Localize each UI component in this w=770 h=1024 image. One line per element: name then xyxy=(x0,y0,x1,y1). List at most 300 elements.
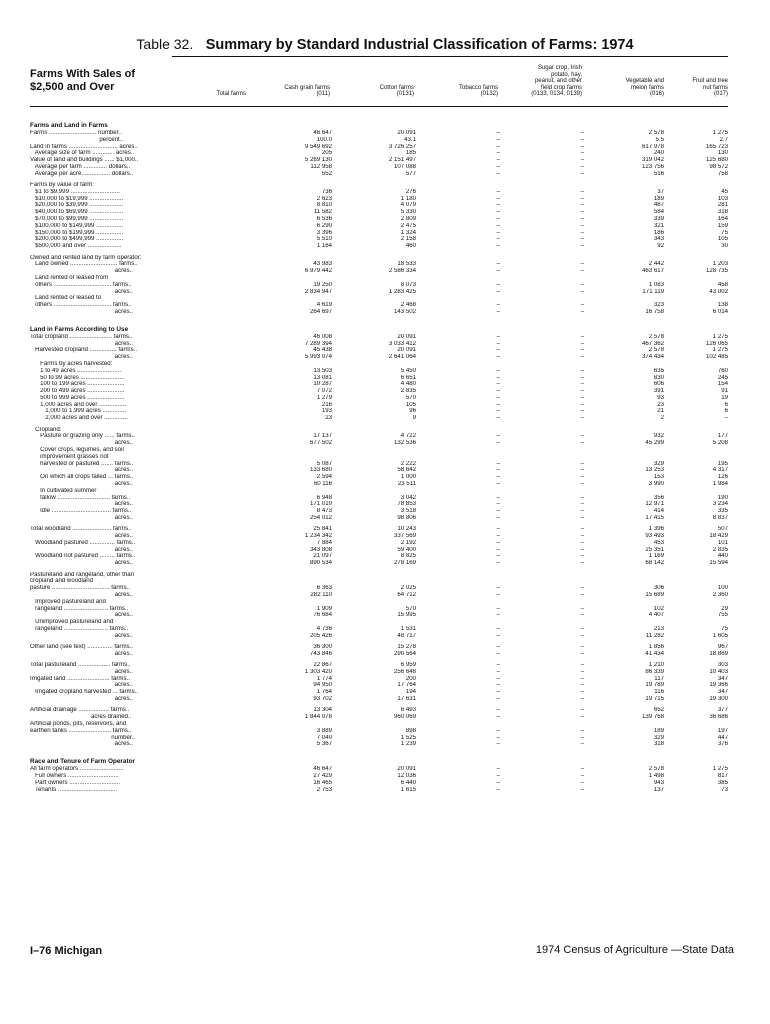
table-cell: 306 xyxy=(653,585,664,592)
table-cell xyxy=(664,619,728,626)
table-cell: 516 xyxy=(653,170,664,177)
table-cell xyxy=(332,599,416,606)
row-label: Land in farms ............................. acres.. xyxy=(30,143,138,150)
table-cell: 112 958 xyxy=(310,163,332,170)
table-cell: 2 xyxy=(660,415,664,422)
table-row xyxy=(30,275,728,282)
table-cell: – xyxy=(496,308,500,315)
row-label: 2,000 acres and over .............. xyxy=(30,415,128,422)
section-heading-row xyxy=(30,112,728,130)
table-cell: 11 582 xyxy=(313,209,332,216)
table-row xyxy=(30,381,728,388)
table-cell: 6 493 xyxy=(400,707,416,714)
row-label: pasture .................................. farms.. xyxy=(30,585,130,592)
table-row xyxy=(30,474,728,481)
table-cell: 2 360 xyxy=(712,591,728,598)
table-cell: 25 351 xyxy=(645,546,664,553)
table-row xyxy=(30,501,728,508)
row-label: Woodland pastured ............... farms.. xyxy=(30,539,136,546)
table-cell: 7 289 394 xyxy=(304,340,332,347)
table-cell: 205 426 xyxy=(309,632,332,639)
table-cell: – xyxy=(496,714,500,721)
table-cell: – xyxy=(496,374,500,381)
table-cell: – xyxy=(496,195,500,202)
table-cell: – xyxy=(580,707,584,714)
table-row xyxy=(30,230,728,237)
table-cell: 347 xyxy=(717,689,728,696)
table-row xyxy=(30,728,728,735)
table-cell: – xyxy=(580,553,584,560)
table-cell: – xyxy=(496,707,500,714)
table-cell xyxy=(584,454,664,461)
table-cell: – xyxy=(580,136,584,143)
table-cell xyxy=(584,361,664,368)
row-label: Full owners .............................. xyxy=(30,772,119,779)
row-label: acres.. xyxy=(30,467,133,474)
table-cell: 1 498 xyxy=(648,772,664,779)
table-cell: 2 578 xyxy=(648,766,664,773)
table-cell xyxy=(416,295,500,302)
table-cell: 3 889 xyxy=(316,727,332,734)
table-cell: 189 xyxy=(653,727,664,734)
table-cell xyxy=(332,572,416,579)
table-cell xyxy=(664,427,728,434)
table-cell: – xyxy=(580,143,584,150)
table-cell: 5 367 xyxy=(316,741,332,748)
table-cell: 8 837 xyxy=(712,514,728,521)
table-cell: – xyxy=(496,675,500,682)
table-cell: 256 648 xyxy=(393,668,416,675)
footer-page-label: I–76 Michigan xyxy=(30,945,103,957)
table-row xyxy=(30,676,728,683)
table-cell xyxy=(584,572,664,579)
row-label: Land rented or leased from xyxy=(30,274,109,281)
table-cell: – xyxy=(580,281,584,288)
header-bottom-rule xyxy=(30,106,728,107)
table-cell: 6 536 xyxy=(316,216,332,223)
row-label: Value of land and buildings ...... $1,000.. xyxy=(30,157,139,164)
table-cell: 2 835 xyxy=(712,546,728,553)
table-cell: – xyxy=(496,408,500,415)
table-cell: 13 081 xyxy=(313,374,332,381)
table-cell: 159 xyxy=(717,222,728,229)
table-cell: 154 xyxy=(717,381,728,388)
row-label: Farms by acres harvested: xyxy=(30,360,113,367)
table-cell: 6 959 xyxy=(400,662,416,669)
row-label: Pasture or grazing only ...... farms.. xyxy=(30,433,135,440)
row-label: rangeland .......................... farms.. xyxy=(30,625,129,632)
table-cell: – xyxy=(580,163,584,170)
table-cell: – xyxy=(580,625,584,632)
table-cell: – xyxy=(496,682,500,689)
table-cell: – xyxy=(496,460,500,467)
row-label: Part owners .............................. xyxy=(30,779,121,786)
table-cell: 23 xyxy=(657,401,664,408)
table-row xyxy=(30,696,728,703)
table-cell: 343 xyxy=(653,236,664,243)
table-cell: 105 xyxy=(717,236,728,243)
table-cell: 21 xyxy=(657,408,664,415)
table-cell: 60 116 xyxy=(313,480,332,487)
table-row xyxy=(30,662,728,669)
table-cell xyxy=(664,578,728,585)
table-cell xyxy=(500,454,584,461)
table-cell: 205 xyxy=(321,150,332,157)
table-cell: – xyxy=(580,668,584,675)
table-cell: – xyxy=(496,302,500,309)
table-row xyxy=(30,741,728,748)
table-cell: 374 434 xyxy=(641,354,664,361)
table-cell xyxy=(664,255,728,262)
row-label: $70,000 to $99,999 .................... xyxy=(30,216,124,223)
table-cell xyxy=(664,182,728,189)
table-cell xyxy=(416,447,500,454)
table-cell: – xyxy=(580,408,584,415)
table-row xyxy=(30,612,728,619)
table-cell xyxy=(664,488,728,495)
table-cell: 7 884 xyxy=(316,539,332,546)
table-cell: 7 072 xyxy=(316,388,332,395)
table-cell: 116 xyxy=(654,689,664,696)
table-cell: 4 079 xyxy=(400,202,416,209)
table-row xyxy=(30,669,728,676)
table-cell xyxy=(248,488,332,495)
table-cell: – xyxy=(496,367,500,374)
table-cell: 143 502 xyxy=(393,308,416,315)
table-cell: 2 025 xyxy=(400,585,416,592)
table-row xyxy=(30,402,728,409)
table-cell: – xyxy=(580,494,584,501)
table-cell: – xyxy=(580,741,584,748)
table-cell: 189 xyxy=(653,195,664,202)
table-cell xyxy=(500,361,584,368)
table-cell: 36 300 xyxy=(313,643,332,650)
row-label: acres.. xyxy=(30,501,133,508)
header-top-rule xyxy=(172,56,728,57)
row-label: acres.. xyxy=(30,340,133,347)
table-cell: 130 xyxy=(717,150,728,157)
table-cell: 1 844 078 xyxy=(304,714,332,721)
table-cell: 17 764 xyxy=(397,682,416,689)
table-cell: 377 xyxy=(717,707,728,714)
table-cell: – xyxy=(496,130,500,136)
table-cell xyxy=(248,361,332,368)
table-cell: 200 xyxy=(405,675,416,682)
section-heading: Land in Farms According to Use xyxy=(30,325,129,333)
table-cell: 43 002 xyxy=(709,288,728,295)
table-row xyxy=(30,189,728,196)
table-cell: 584 xyxy=(653,209,664,216)
table-cell: – xyxy=(496,501,500,508)
table-cell xyxy=(332,427,416,434)
table-cell: 755 xyxy=(717,612,728,619)
table-row xyxy=(30,354,728,361)
table-cell xyxy=(416,619,500,626)
table-cell xyxy=(584,721,664,728)
table-cell: – xyxy=(580,440,584,447)
table-cell: – xyxy=(580,480,584,487)
table-row xyxy=(30,268,728,275)
section-heading-row xyxy=(30,748,728,766)
table-cell: – xyxy=(496,526,500,533)
table-cell xyxy=(500,572,584,579)
table-cell: – xyxy=(496,170,500,177)
row-label: Harvested cropland ................ farms.. xyxy=(30,347,138,354)
table-cell: – xyxy=(580,460,584,467)
table-cell: 339 xyxy=(653,216,664,223)
table-cell: – xyxy=(580,539,584,546)
table-cell: – xyxy=(580,157,584,164)
table-cell xyxy=(664,447,728,454)
table-cell: 240 xyxy=(653,150,664,157)
table-cell: 1 605 xyxy=(712,632,728,639)
table-row xyxy=(30,787,728,794)
table-cell: – xyxy=(580,243,584,250)
table-cell xyxy=(332,454,416,461)
table-cell: 117 xyxy=(654,675,664,682)
table-cell xyxy=(500,427,584,434)
table-row xyxy=(30,157,728,164)
table-row xyxy=(30,488,728,495)
table-cell xyxy=(500,295,584,302)
table-cell: – xyxy=(496,347,500,354)
table-cell: 48 717 xyxy=(397,632,416,639)
table-cell xyxy=(500,182,584,189)
table-cell: 335 xyxy=(717,508,728,515)
table-cell: 463 617 xyxy=(641,268,664,275)
row-label: others .................................. farms.. xyxy=(30,302,132,309)
table-cell: 376 xyxy=(717,741,728,748)
table-cell: 347 xyxy=(717,675,728,682)
table-cell: 2 586 334 xyxy=(388,268,416,275)
table-cell: 967 xyxy=(717,643,728,650)
table-cell: – xyxy=(496,741,500,748)
table-cell: 303 xyxy=(717,662,728,669)
table-cell: 22 867 xyxy=(313,662,332,669)
table-cell: – xyxy=(496,727,500,734)
table-cell: 960 069 xyxy=(393,714,416,721)
table-cell: 15 278 xyxy=(397,643,416,650)
table-cell: 4 736 xyxy=(316,625,332,632)
table-cell: 43 983 xyxy=(313,261,332,268)
row-label: $40,000 to $69,999 .................... xyxy=(30,209,124,216)
table-cell: 93 493 xyxy=(645,533,664,540)
table-cell: 4 480 xyxy=(400,381,416,388)
table-cell: – xyxy=(496,591,500,598)
table-cell xyxy=(248,619,332,626)
table-cell: 138 xyxy=(717,302,728,309)
table-cell: – xyxy=(580,268,584,275)
table-cell: 13 253 xyxy=(645,467,664,474)
table-cell: 9 549 692 xyxy=(304,143,332,150)
table-cell: 46 647 xyxy=(313,130,332,136)
table-cell: 1 239 xyxy=(400,741,416,748)
table-cell xyxy=(584,182,664,189)
table-cell xyxy=(332,578,416,585)
table-cell: 254 012 xyxy=(309,514,332,521)
table-cell: 8 073 xyxy=(400,281,416,288)
table-cell: 171 010 xyxy=(309,501,332,508)
table-cell: 17 137 xyxy=(313,433,332,440)
row-label: Artificial drainage .................. farms.. xyxy=(30,707,130,714)
section-heading: Farms and Land in Farms xyxy=(30,122,108,130)
table-row xyxy=(30,395,728,402)
table-cell: 23 xyxy=(325,415,332,422)
table-cell: – xyxy=(580,209,584,216)
table-cell: 12 971 xyxy=(645,501,664,508)
table-cell xyxy=(332,721,416,728)
table-cell: – xyxy=(580,354,584,361)
table-cell: 16 465 xyxy=(313,779,332,786)
section-heading: Race and Tenure of Farm Operator xyxy=(30,758,135,766)
table-cell xyxy=(416,578,500,585)
row-label: Irrigated land ......................... farms.. xyxy=(30,675,130,682)
table-cell xyxy=(416,427,500,434)
table-cell: – xyxy=(580,236,584,243)
table-cell: 93 xyxy=(657,394,664,401)
table-cell: – xyxy=(496,415,500,422)
table-cell: 21 097 xyxy=(313,553,332,560)
table-cell: 343 808 xyxy=(309,546,332,553)
table-cell: 96 xyxy=(409,408,416,415)
table-cell: – xyxy=(580,401,584,408)
table-row xyxy=(30,599,728,606)
table-cell: 17 415 xyxy=(645,514,664,521)
table-cell xyxy=(332,488,416,495)
table-cell: 460 xyxy=(405,243,416,250)
table-cell: – xyxy=(496,786,500,793)
table-cell: 447 xyxy=(717,734,728,741)
row-label: acres.. xyxy=(30,440,133,447)
row-label: acres.. xyxy=(30,533,133,540)
table-row xyxy=(30,467,728,474)
table-row xyxy=(30,626,728,633)
table-cell: 19 789 xyxy=(645,682,664,689)
table-cell: 1 234 342 xyxy=(304,533,332,540)
table-cell: 5 208 xyxy=(712,440,728,447)
table-cell: – xyxy=(580,533,584,540)
row-label: acres.. xyxy=(30,480,133,487)
table-row xyxy=(30,236,728,243)
table-row xyxy=(30,682,728,689)
table-cell xyxy=(248,454,332,461)
table-cell: – xyxy=(580,546,584,553)
table-cell: 3 396 xyxy=(316,229,332,236)
row-label: improvement grasses not xyxy=(30,453,109,460)
table-cell: 20 091 xyxy=(397,347,416,354)
table-cell: 165 723 xyxy=(705,143,728,150)
table-cell: 102 485 xyxy=(705,354,728,361)
row-label: Average size of farm ............. acres.. xyxy=(30,150,135,157)
table-cell xyxy=(584,255,664,262)
table-cell: – xyxy=(496,585,500,592)
table-cell: 68 142 xyxy=(645,560,664,567)
table-cell: – xyxy=(496,772,500,779)
table-cell: 17 631 xyxy=(397,696,416,703)
table-cell: 59 400 xyxy=(397,546,416,553)
table-cell: – xyxy=(580,188,584,195)
table-cell: 3 990 xyxy=(648,480,664,487)
table-cell: 125 680 xyxy=(705,157,728,164)
table-cell: 467 362 xyxy=(641,340,664,347)
table-cell: 185 xyxy=(405,150,416,157)
row-label: $500,000 and over .................... xyxy=(30,243,122,250)
table-cell: 652 xyxy=(653,707,664,714)
table-cell xyxy=(248,255,332,262)
table-cell: 318 xyxy=(717,209,728,216)
table-row xyxy=(30,302,728,309)
table-cell: 12 036 xyxy=(397,772,416,779)
table-cell: 6 651 xyxy=(400,374,416,381)
table-cell: – xyxy=(496,401,500,408)
table-cell xyxy=(584,488,664,495)
row-label: Total pastureland ................... farms.. xyxy=(30,662,131,669)
table-cell: 2 442 xyxy=(648,261,664,268)
table-cell: – xyxy=(496,288,500,295)
table-cell: – xyxy=(580,394,584,401)
row-label: 200 to 499 acres ...................... xyxy=(30,388,125,395)
table-row xyxy=(30,651,728,658)
row-label: Average per farm .............. dollars.. xyxy=(30,163,131,170)
table-cell: 101 xyxy=(717,539,728,546)
table-cell: – xyxy=(496,440,500,447)
table-cell: 1 203 xyxy=(712,261,728,268)
table-cell: 2 594 xyxy=(316,474,332,481)
table-cell xyxy=(248,182,332,189)
table-cell: – xyxy=(580,130,584,136)
row-label: Land owned ............................ farms.. xyxy=(30,261,138,268)
table-cell: 318 xyxy=(653,741,664,748)
table-cell: 2 578 xyxy=(648,347,664,354)
table-row xyxy=(30,547,728,554)
table-row xyxy=(30,289,728,296)
row-label: acres.. xyxy=(30,696,133,703)
table-row xyxy=(30,572,728,579)
table-cell: 25 841 xyxy=(313,526,332,533)
table-cell: 1 083 xyxy=(648,281,664,288)
table-cell: 323 xyxy=(653,302,664,309)
table-row xyxy=(30,130,728,137)
row-label: acres.. xyxy=(30,268,133,275)
table-cell: – xyxy=(580,288,584,295)
table-cell: 453 xyxy=(653,539,664,546)
table-cell: 2 158 xyxy=(400,236,416,243)
table-cell: 1 909 xyxy=(316,605,332,612)
table-cell: – xyxy=(496,605,500,612)
row-label: Farms ............................ number.. xyxy=(30,130,122,136)
table-cell: 487 xyxy=(653,202,664,209)
table-cell: 6 979 442 xyxy=(304,268,332,275)
table-cell: – xyxy=(496,433,500,440)
table-row xyxy=(30,243,728,250)
table-cell: – xyxy=(580,591,584,598)
side-title: Farms With Sales of $2,500 and Over xyxy=(30,68,136,93)
table-cell: – xyxy=(496,474,500,481)
table-cell: 45 438 xyxy=(313,347,332,354)
table-cell: 20 091 xyxy=(397,766,416,773)
table-cell: 321 xyxy=(653,222,664,229)
table-cell: 126 065 xyxy=(705,340,728,347)
table-cell: 18 533 xyxy=(397,261,416,268)
table-cell: 91 xyxy=(721,388,728,395)
table-cell: 20 091 xyxy=(397,130,416,136)
table-cell: – xyxy=(580,415,584,422)
table-cell: 4 619 xyxy=(316,302,332,309)
table-cell: – xyxy=(580,514,584,521)
column-header: Cotton farms (0131) xyxy=(379,84,414,98)
table-cell: – xyxy=(580,374,584,381)
table-row xyxy=(30,216,728,223)
